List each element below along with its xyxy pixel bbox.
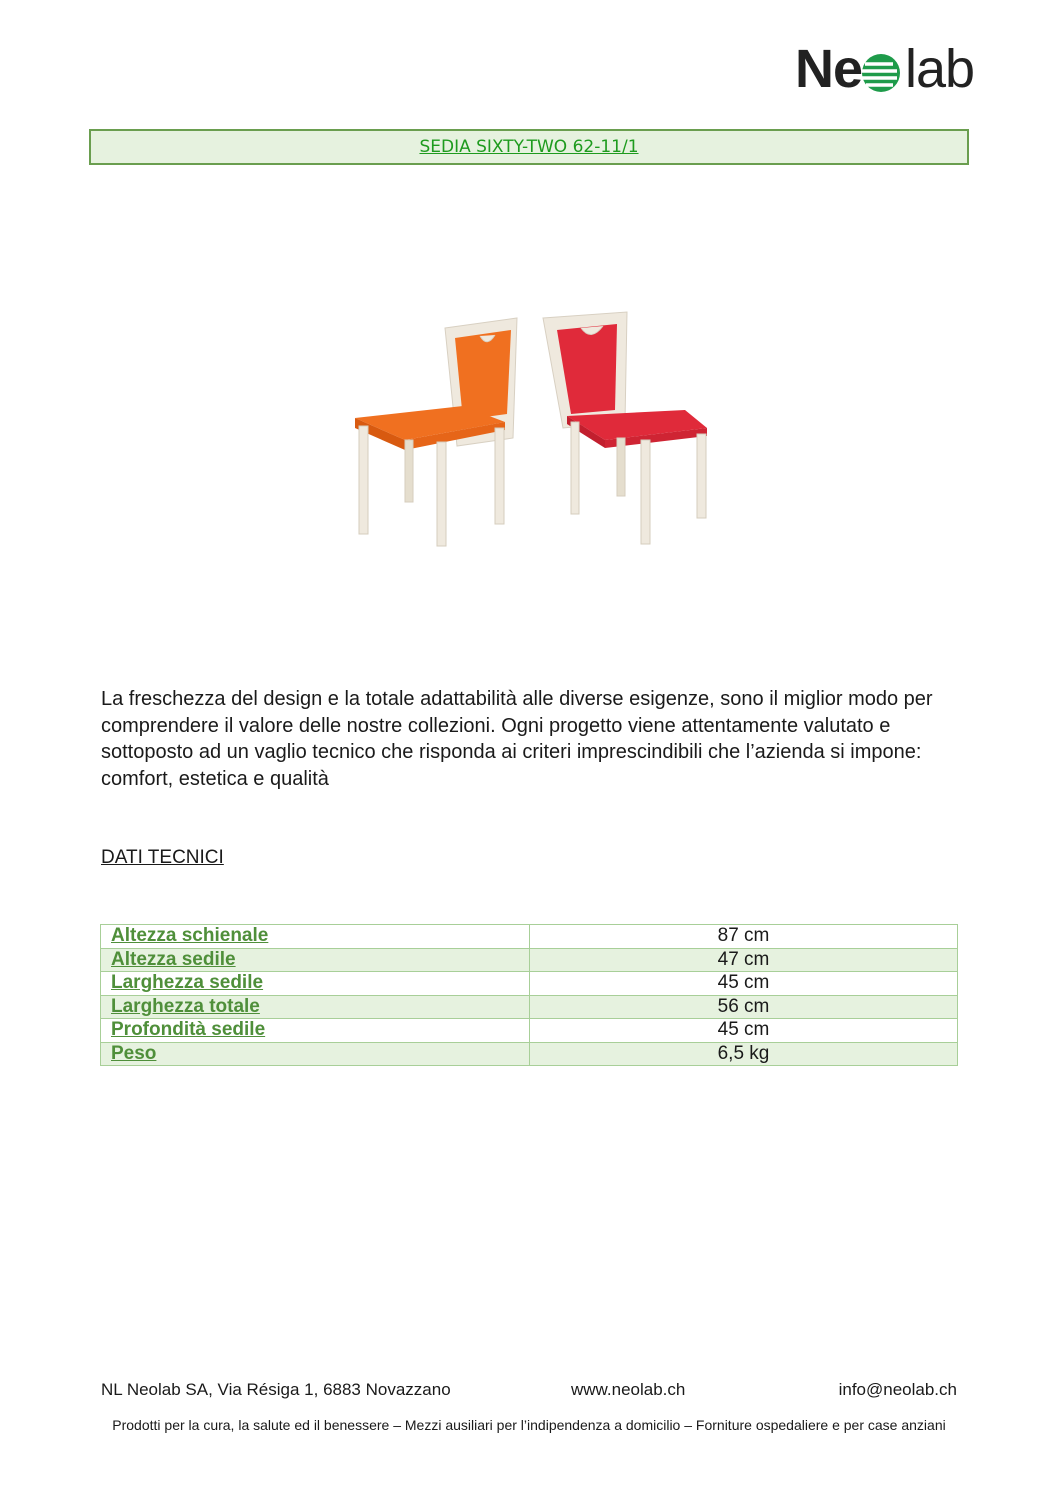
spec-label: Altezza sedile [101,948,530,972]
table-row [101,995,958,1019]
technical-specs-table [100,924,958,1066]
footer-email-link[interactable]: info@neolab.ch [838,1380,957,1399]
logo-text-prefix: Ne [795,39,863,99]
spec-value: 45 cm [530,1019,958,1043]
spec-label: Peso [101,1042,530,1066]
table-row [101,948,958,972]
spec-value: 87 cm [530,925,958,949]
spec-value: 47 cm [530,948,958,972]
footer-website-link[interactable]: www.neolab.ch [571,1380,686,1399]
product-title: SEDIA SIXTY-TWO 62-11/1 [419,137,639,157]
spec-label: Altezza schienale [101,925,530,949]
neolab-logo [795,38,1020,100]
globe-logo-icon [859,46,903,96]
table-row [101,972,958,996]
spec-label: Larghezza totale [101,995,530,1019]
logo-text-suffix: lab [905,39,975,99]
table-row [101,1042,958,1066]
footer-tagline: Prodotti per la cura, la salute ed il benessere – Mezzi ausiliari per l’indipendenza a domicilio – Forniture ospedaliere e per case anziani [112,1417,946,1433]
product-image-chairs [345,290,717,552]
table-row [101,1019,958,1043]
footer-address: NL Neolab SA, Via Résiga 1, 6883 Novazzano [101,1380,451,1399]
spec-label: Larghezza sedile [101,972,530,996]
product-description: La freschezza del design e la totale adattabilità alle diverse esigenze, sono il miglior modo per comprendere il valore delle nostre collezioni. Ogni progetto viene attentamente valutato e sottoposto ad un vaglio tecnico che risponda ai criteri imprescindibili che l’azienda si impone: comfort, estetica e qualità [101,688,933,790]
technical-data-heading: DATI TECNICI [101,847,224,868]
spec-label: Profondità sedile [101,1019,530,1043]
spec-value: 56 cm [530,995,958,1019]
spec-value: 6,5 kg [530,1042,958,1066]
table-row [101,925,958,949]
spec-value: 45 cm [530,972,958,996]
product-title-box [89,129,969,165]
